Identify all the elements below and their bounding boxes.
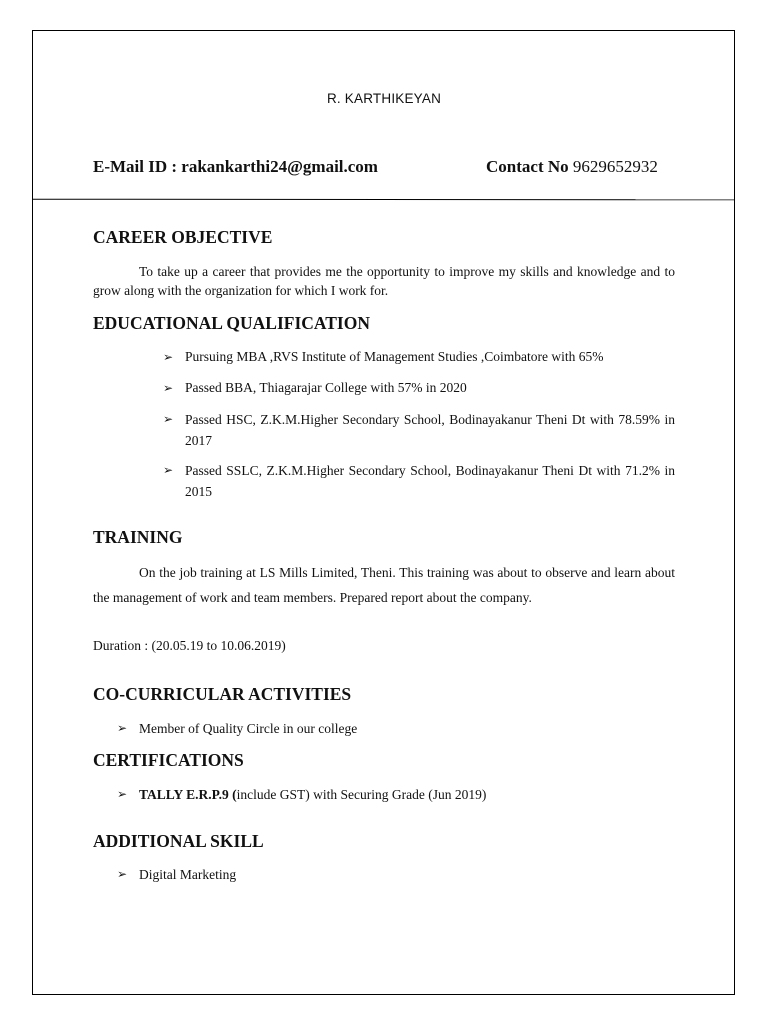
certifications-heading: CERTIFICATIONS [93,750,244,770]
co-curricular-item-text: Member of Quality Circle in our college [139,721,358,736]
arrow-bullet-icon: ➢ [117,787,128,801]
education-item [163,378,675,398]
career-objective-text: To take up a career that provides me the opportunity to improve my skills and knowledge and to grow along with the organization for which I work for. [93,264,675,298]
contact-number: 9629652932 [572,157,658,176]
skill-item [117,865,675,884]
education-item [163,460,675,502]
education-item-text: Passed SSLC, Z.K.M.Higher Secondary School, Bodinayakanur Theni Dt with 71.2% in 2015 [185,463,675,499]
candidate-name: R. KARTHIKEYAN [326,91,442,106]
certification-name: TALLY E.R.P.9 ( [139,787,237,802]
email-line [93,157,378,177]
arrow-bullet-icon: ➢ [163,412,174,426]
education-item-text: Pursuing MBA ,RVS Institute of Management Studies ,Coimbatore with 65% [185,349,604,364]
training-duration: Duration : (20.05.19 to 10.06.2019) [93,638,286,653]
career-objective-heading: CAREER OBJECTIVE [93,227,273,247]
education-item-text: Passed BBA, Thiagarajar College with 57% in 2020 [185,380,467,395]
education-item [163,347,675,367]
certification-detail: include GST) with Securing Grade (Jun 2019) [236,787,487,802]
email-text: E-Mail ID : rakankarthi24@gmail.com [93,157,378,176]
contact-line [486,157,658,177]
skill-item-text: Digital Marketing [139,867,237,882]
training-heading: TRAINING [93,527,183,547]
co-curricular-item [117,719,675,738]
education-item-text: Passed HSC, Z.K.M.Higher Secondary School, Bodinayakanur Theni Dt with 78.59% in 2017 [185,412,675,448]
certification-item [117,785,675,804]
contact-label: Contact No [486,157,569,176]
arrow-bullet-icon: ➢ [117,867,128,881]
additional-skill-heading: ADDITIONAL SKILL [93,831,264,851]
arrow-bullet-icon: ➢ [163,381,174,395]
arrow-bullet-icon: ➢ [163,463,174,477]
education-item [163,409,675,451]
training-text: On the job training at LS Mills Limited, Theni. This training was about to observe and learn about the management of work and team members. Prepared report about the company. [93,565,675,605]
co-curricular-heading: CO-CURRICULAR ACTIVITIES [93,684,352,704]
arrow-bullet-icon: ➢ [163,350,174,364]
education-heading: EDUCATIONAL QUALIFICATION [93,313,370,333]
arrow-bullet-icon: ➢ [117,721,128,735]
